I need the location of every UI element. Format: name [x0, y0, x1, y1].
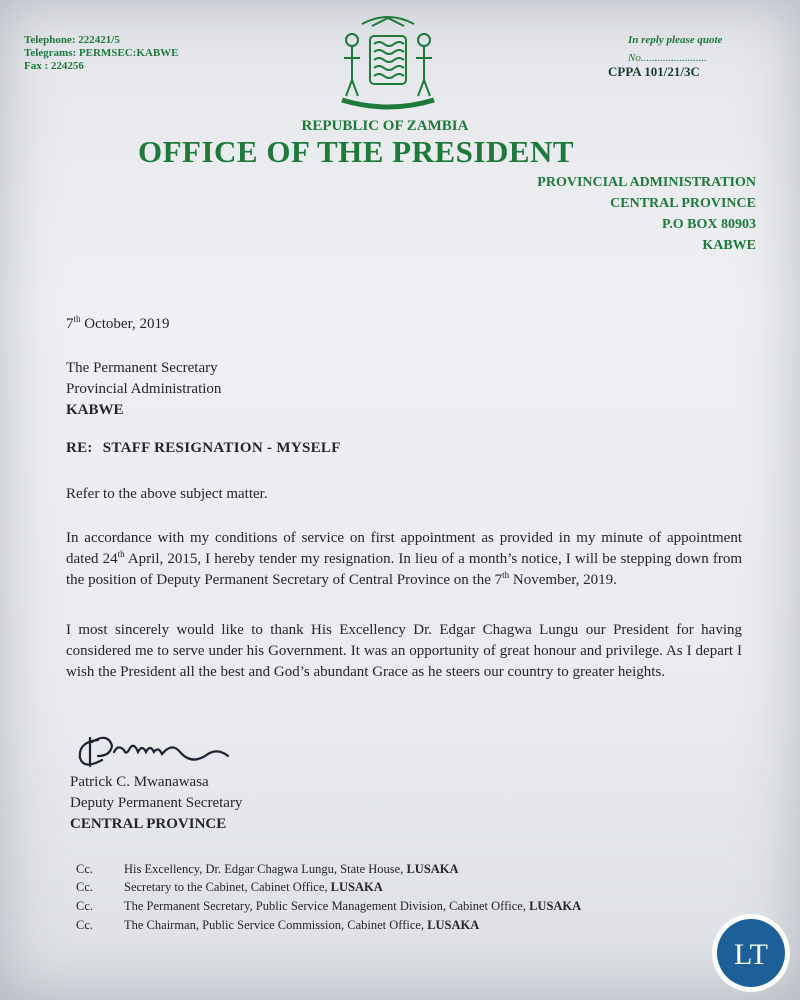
recipient-line: The Permanent Secretary — [66, 360, 218, 376]
contact-block — [24, 34, 179, 73]
cc-line: Cc. The Permanent Secretary, Public Service Management Division, Cabinet Office, LUSAKA — [76, 899, 582, 913]
lt-logo-icon — [710, 912, 792, 994]
office-address — [537, 172, 756, 256]
office-heading: OFFICE OF THE PRESIDENT — [138, 134, 575, 169]
paragraph-intro: Refer to the above subject matter. — [66, 486, 268, 502]
letter-date: 7th October, 2019 — [66, 314, 170, 332]
telephone-line: Telephone: 222421/5 — [24, 34, 120, 46]
cc-line: Cc. His Excellency, Dr. Edgar Chagwa Lungu, State House, LUSAKA — [76, 862, 459, 876]
fax-line: Fax : 224256 — [24, 60, 84, 72]
reply-note: In reply please quote — [628, 34, 723, 46]
logo-text: LT — [734, 938, 768, 971]
paragraph-resignation: In accordance with my conditions of service on first appointment as provided in my minute of appointment dated 24th April, 2015, I hereby tender my resignation. In lieu of a month’s notice, I will be stepping down from the position of Deputy Permanent Secretary of Central Province on the 7th November, 2019. — [66, 530, 742, 588]
address-line: PROVINCIAL ADMINISTRATION — [537, 175, 756, 190]
address-line: KABWE — [702, 238, 756, 253]
cc-line: Cc. The Chairman, Public Service Commission, Cabinet Office, LUSAKA — [76, 918, 480, 932]
signer-block — [70, 772, 242, 835]
signature — [68, 726, 248, 776]
signer-title: Deputy Permanent Secretary — [70, 795, 243, 811]
cc-line: Cc. Secretary to the Cabinet, Cabinet Office, LUSAKA — [76, 880, 383, 894]
recipient-line: Provincial Administration — [66, 381, 222, 397]
paragraph-thanks: I most sincerely would like to thank His Excellency Dr. Edgar Chagwa Lungu our President for having considered me to serve under his Government. It was an opportunity of great honour and privilege. As I depart I wish the President all the best and God’s abundant Grace as he steers our country to greater heights. — [66, 622, 742, 680]
coat-of-arms-icon — [332, 10, 444, 114]
republic-heading: REPUBLIC OF ZAMBIA — [301, 118, 469, 134]
reference-no-label: No........................ — [628, 52, 707, 64]
telegrams-line: Telegrams: PERMSEC:KABWE — [24, 47, 179, 59]
address-line: CENTRAL PROVINCE — [610, 196, 756, 211]
recipient-city: KABWE — [66, 402, 124, 418]
subject-line: RE: STAFF RESIGNATION - MYSELF — [66, 440, 341, 456]
address-line: P.O BOX 80903 — [662, 217, 756, 232]
signer-province: CENTRAL PROVINCE — [70, 816, 227, 832]
recipient-block — [66, 358, 221, 421]
reference-number: CPPA 101/21/3C — [608, 64, 700, 79]
signer-name: Patrick C. Mwanawasa — [70, 774, 209, 790]
